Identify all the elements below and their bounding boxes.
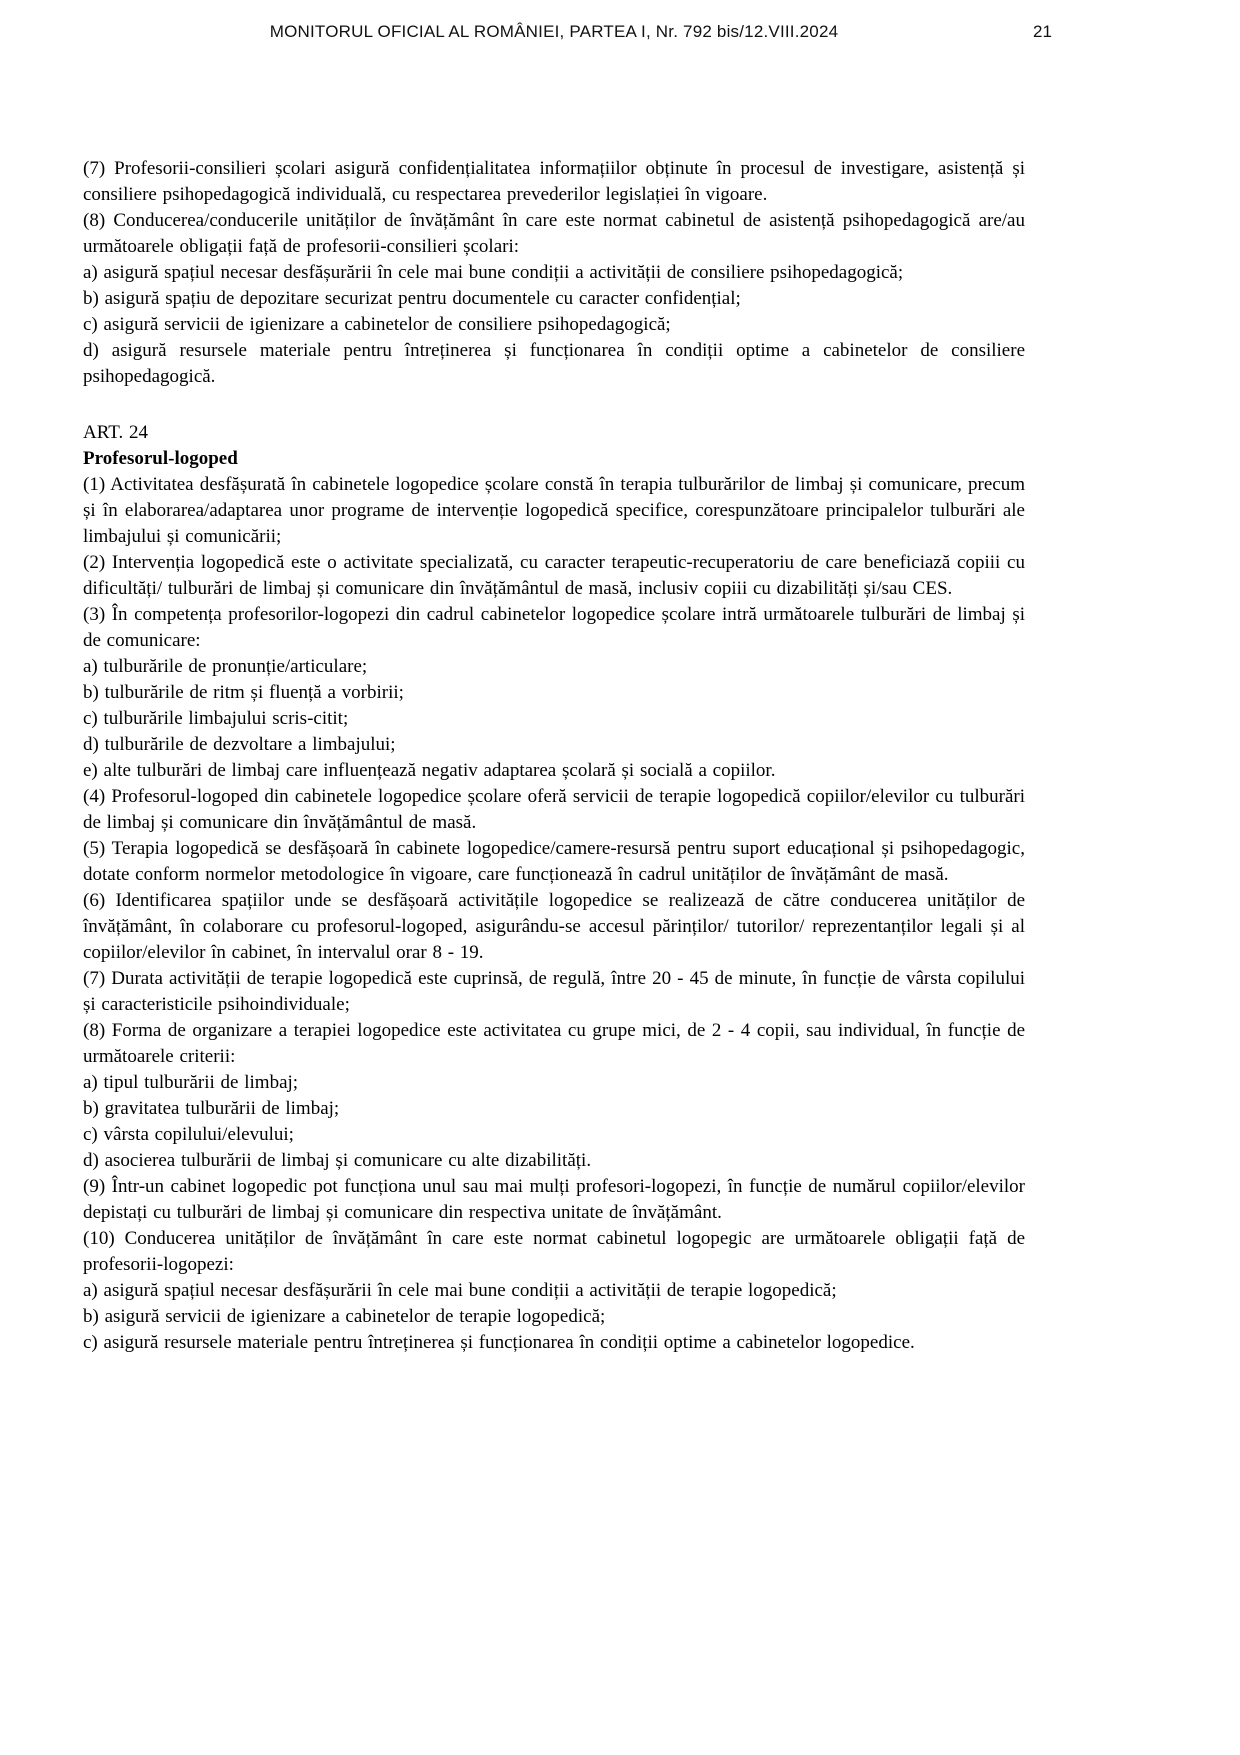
item-8art24-c: c) vârsta copilului/elevului;	[83, 1124, 294, 1145]
item-8-b: b) asigură spațiu de depozitare securizat pentru documentele cu caracter confidențial;	[83, 288, 741, 309]
para-7-art24: (7) Durata activității de terapie logopedică este cuprinsă, de regulă, între 20 - 45 de minute, în funcție de vârsta copilului și caracteristicile psihoindividuale;	[83, 968, 1025, 1015]
item-8-d: d) asigură resursele materiale pentru întreținerea și funcționarea în condiții optime a cabinetelor de consiliere psihopedagogică.	[83, 340, 1025, 387]
para-6: (6) Identificarea spațiilor unde se desfășoară activitățile logopedice se realizează de către conducerea unităților de învățământ, în colaborare cu profesorul-logoped, asigurându-se accesul părinților/ tutorilor/ reprezentanților legali și al copiilor/elevilor în cabinet, în intervalul orar 8 - 19.	[83, 890, 1025, 963]
article-number: ART. 24	[83, 422, 148, 443]
item-3-b: b) tulburările de ritm și fluență a vorbirii;	[83, 682, 404, 703]
para-8-art24: (8) Forma de organizare a terapiei logopedice este activitatea cu grupe mici, de 2 - 4 copii, sau individual, în funcție de următoarele criterii:	[83, 1020, 1025, 1067]
item-8-a: a) asigură spațiul necesar desfășurării în cele mai bune condiții a activității de consiliere psihopedagogică;	[83, 262, 904, 283]
para-4: (4) Profesorul-logoped din cabinetele logopedice școlare oferă servicii de terapie logopedică copiilor/elevilor cu tulburări de limbaj și comunicare din învățământul de masă.	[83, 786, 1025, 833]
item-8art24-a: a) tipul tulburării de limbaj;	[83, 1072, 299, 1093]
item-8art24-b: b) gravitatea tulburării de limbaj;	[83, 1098, 340, 1119]
item-10-b: b) asigură servicii de igienizare a cabinetelor de terapie logopedică;	[83, 1306, 606, 1327]
para-7: (7) Profesorii-consilieri școlari asigură confidențialitatea informațiilor obținute în procesul de investigare, asistență și consiliere psihopedagogică individuală, cu respectarea prevederilor legislației în vigoare.	[83, 158, 1025, 205]
para-10: (10) Conducerea unităților de învățământ în care este normat cabinetul logopegic are următoarele obligații față de profesorii-logopezi:	[83, 1228, 1025, 1275]
item-8-c: c) asigură servicii de igienizare a cabinetelor de consiliere psihopedagogică;	[83, 314, 671, 335]
item-3-d: d) tulburările de dezvoltare a limbajului;	[83, 734, 396, 755]
para-8: (8) Conducerea/conducerile unităților de învățământ în care este normat cabinetul de asistență psihopedagogică are/au următoarele obligații față de profesorii-consilieri școlari:	[83, 210, 1025, 257]
item-10-c: c) asigură resursele materiale pentru întreținerea și funcționarea în condiții optime a cabinetelor logopedice.	[83, 1332, 915, 1353]
item-8art24-d: d) asocierea tulburării de limbaj și comunicare cu alte dizabilități.	[83, 1150, 592, 1171]
page-number: 21	[1033, 22, 1052, 41]
para-3: (3) În competența profesorilor-logopezi din cadrul cabinetelor logopedice școlare intră următoarele tulburări de limbaj și de comunicare:	[83, 604, 1025, 651]
article-title: Profesorul-logoped	[83, 448, 238, 469]
document-body	[83, 156, 1025, 1356]
item-3-c: c) tulburările limbajului scris-citit;	[83, 708, 349, 729]
page-header-title: MONITORUL OFICIAL AL ROMÂNIEI, PARTEA I, Nr. 792 bis/12.VIII.2024	[269, 22, 839, 41]
item-3-e: e) alte tulburări de limbaj care influențează negativ adaptarea școlară și socială a copiilor.	[83, 760, 776, 781]
item-3-a: a) tulburările de pronunție/articulare;	[83, 656, 368, 677]
item-10-a: a) asigură spațiul necesar desfășurării în cele mai bune condiții a activității de terapie logopedică;	[83, 1280, 837, 1301]
para-5: (5) Terapia logopedică se desfășoară în cabinete logopedice/camere-resursă pentru suport educațional și psihopedagogic, dotate conform normelor metodologice în vigoare, care funcționează în cadrul unităților de învățământ de masă.	[83, 838, 1025, 885]
para-1: (1) Activitatea desfășurată în cabinetele logopedice școlare constă în terapia tulburărilor de limbaj și comunicare, precum și în elaborarea/adaptarea unor programe de intervenție logopedică specifice, corespunzătoare principalelor tulburări ale limbajului și comunicării;	[83, 474, 1025, 547]
para-9: (9) Într-un cabinet logopedic pot funcționa unul sau mai mulți profesori-logopezi, în funcție de numărul copiilor/elevilor depistați cu tulburări de limbaj și comunicare din respectiva unitate de învățământ.	[83, 1176, 1025, 1223]
para-2: (2) Intervenția logopedică este o activitate specializată, cu caracter terapeutic-recuperatoriu de care beneficiază copiii cu dificultăți/ tulburări de limbaj și comunicare din învățământul de masă, inclusiv copiii cu dizabilități și/sau CES.	[83, 552, 1025, 599]
